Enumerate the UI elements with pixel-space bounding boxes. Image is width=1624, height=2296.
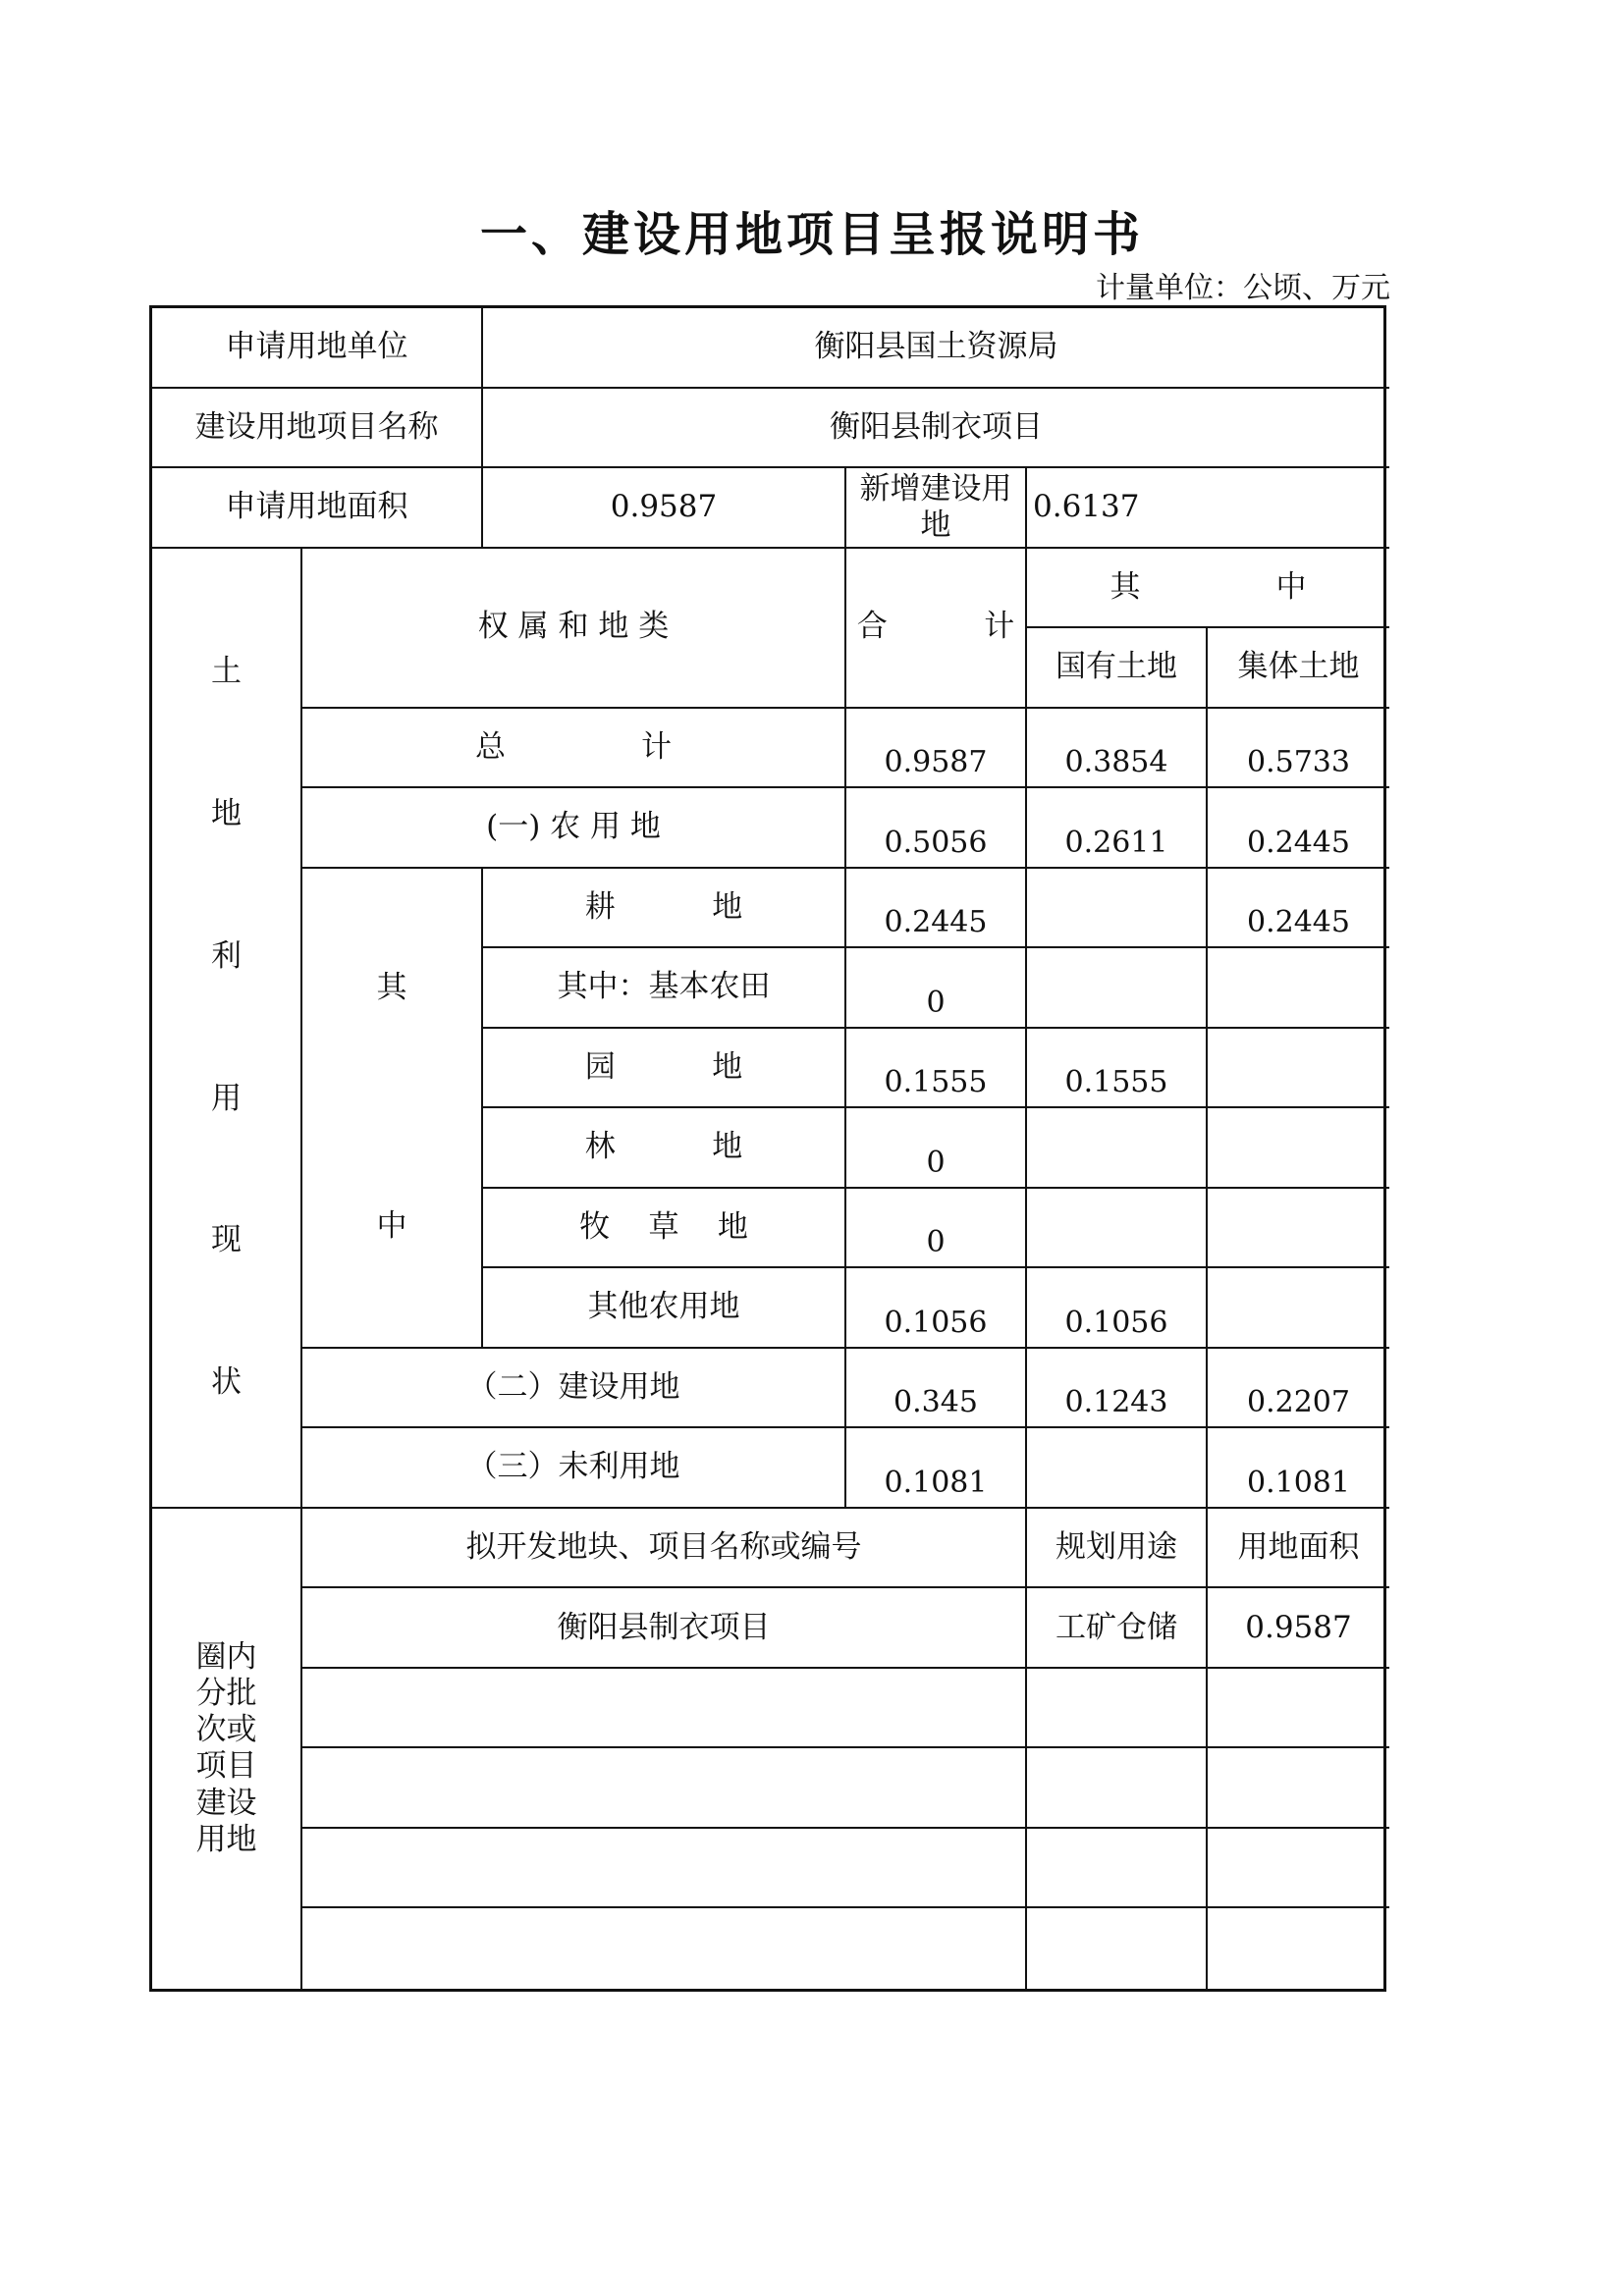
row-collective-value [1208,1189,1389,1269]
row-state-value: 0.3854 [1027,709,1208,789]
landuse-char: 地 [211,795,242,831]
row-total-value: 0 [846,1189,1027,1269]
batch-row-use [1027,1669,1208,1749]
row-total-value: 0.1555 [846,1029,1027,1109]
row-collective-value: 0.2207 [1208,1349,1389,1429]
landuse-char: 状 [211,1364,242,1401]
row-total-value: 0.1081 [846,1428,1027,1509]
batch-area-header: 用地面积 [1208,1509,1389,1589]
row-total-value: 0.2445 [846,869,1027,949]
batch-name-header: 拟开发地块、项目名称或编号 [302,1509,1027,1589]
of-which-group-label [302,869,483,1349]
batch-row-area [1208,1669,1389,1749]
row-state-value [1027,1108,1208,1189]
batch-row-name [302,1669,1027,1749]
category-header: 权 属 和 地 类 [302,549,846,709]
row-total-value: 0 [846,948,1027,1029]
batch-row-use [1027,1748,1208,1829]
row-state-value [1027,1189,1208,1269]
page-title: 一、建设用地项目呈报说明书 [479,207,1144,262]
landuse-char: 土 [211,654,242,690]
of-which-char: 中 [376,1208,407,1245]
new-land-label: 新增建设用地 [846,468,1027,549]
row-collective-value [1208,1108,1389,1189]
row-total-value: 0 [846,1108,1027,1189]
row-collective-value: 0.5733 [1208,709,1389,789]
row-collective-value [1208,948,1389,1029]
landuse-char: 用 [211,1080,242,1116]
batch-row-name [302,1908,1027,1989]
area-value: 0.9587 [483,468,846,549]
row-total-value: 0.5056 [846,788,1027,869]
row-label-forest: 林 地 [483,1108,846,1189]
report-table [149,305,1386,1992]
row-label-garden: 园 地 [483,1029,846,1109]
batch-row-area [1208,1908,1389,1989]
project-value: 衡阳县制衣项目 [483,389,1389,469]
batch-row-use [1027,1829,1208,1909]
row-collective-value: 0.2445 [1208,869,1389,949]
row-label-cultivated: 耕 地 [483,869,846,949]
row-label-total: 总 计 [302,709,846,789]
row-label-basic-farmland: 其中：基本农田 [483,948,846,1029]
landuse-char: 现 [211,1222,242,1258]
row-label-other-agricultural: 其他农用地 [483,1268,846,1349]
batch-row-use: 工矿仓储 [1027,1588,1208,1669]
batch-row-name [302,1748,1027,1829]
row-state-value: 0.1056 [1027,1268,1208,1349]
row-collective-value [1208,1268,1389,1349]
batch-row-area [1208,1829,1389,1909]
applicant-value: 衡阳县国土资源局 [483,308,1389,389]
batch-row-use [1027,1908,1208,1989]
batch-label-line: 分批 [195,1676,257,1712]
row-state-value [1027,948,1208,1029]
row-label-construction: （二）建设用地 [302,1349,846,1429]
landuse-char: 利 [211,937,242,974]
batch-row-name: 衡阳县制衣项目 [302,1588,1027,1669]
of-which-header: 其 中 [1027,549,1389,629]
applicant-label: 申请用地单位 [152,308,483,389]
row-label-pasture: 牧 草 地 [483,1189,846,1269]
batch-section-label [152,1509,302,1989]
state-owned-header: 国有土地 [1027,628,1208,709]
area-label: 申请用地面积 [152,468,483,549]
row-state-value: 0.2611 [1027,788,1208,869]
batch-label-line: 建设 [195,1785,257,1821]
row-state-value: 0.1243 [1027,1349,1208,1429]
collective-header: 集体土地 [1208,628,1389,709]
row-label-unused: （三）未利用地 [302,1428,846,1509]
row-total-value: 0.345 [846,1349,1027,1429]
batch-label-line: 圈内 [195,1638,257,1675]
batch-label-line: 用地 [195,1821,257,1857]
batch-label-line: 次或 [195,1712,257,1748]
row-collective-value: 0.1081 [1208,1428,1389,1509]
landuse-section-label [152,549,302,1509]
row-total-value: 0.9587 [846,709,1027,789]
row-state-value: 0.1555 [1027,1029,1208,1109]
row-total-value: 0.1056 [846,1268,1027,1349]
batch-label-line: 项目 [195,1748,257,1785]
total-header: 合 计 [846,549,1027,709]
project-label: 建设用地项目名称 [152,389,483,469]
batch-row-area [1208,1748,1389,1829]
row-collective-value [1208,1029,1389,1109]
batch-row-name [302,1829,1027,1909]
new-land-value: 0.6137 [1027,468,1389,549]
row-label-agricultural: (一) 农 用 地 [302,788,846,869]
of-which-char: 其 [376,969,407,1005]
batch-row-area: 0.9587 [1208,1588,1389,1669]
batch-use-header: 规划用途 [1027,1509,1208,1589]
row-collective-value: 0.2445 [1208,788,1389,869]
row-state-value [1027,869,1208,949]
unit-note: 计量单位：公顷、万元 [1096,271,1390,305]
row-state-value [1027,1428,1208,1509]
